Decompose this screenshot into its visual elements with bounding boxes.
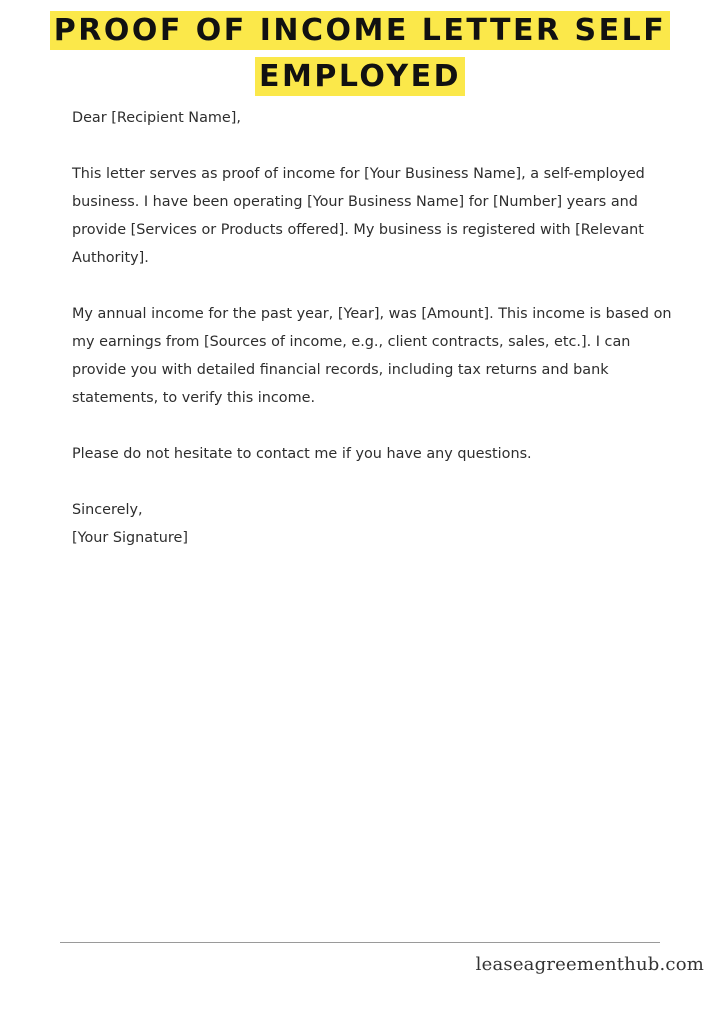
document-title (0, 10, 720, 102)
footer-brand: leaseagreementhub.com (475, 954, 704, 975)
paragraph-contact: Please do not hesitate to contact me if you have any questions. (72, 446, 532, 462)
footer-divider (60, 942, 660, 943)
paragraph-business: This letter serves as proof of income for [Your Business Name], a self-employed business. I have been operating [Your Business Name] for [Number] years and provide [Services or Products offered]. My business is registered with [Relevant Authority]. (72, 166, 645, 266)
title-line-1: PROOF OF INCOME LETTER SELF (50, 11, 671, 50)
signature-placeholder: [Your Signature] (72, 530, 188, 546)
paragraph-income: My annual income for the past year, [Year], was [Amount]. This income is based on my earnings from [Sources of income, e.g., client contracts, sales, etc.]. I can provide you with detailed financial records, including tax returns and bank statements, to verify this income. (72, 306, 672, 406)
letter-body (72, 104, 672, 552)
closing: Sincerely, (72, 502, 143, 518)
title-line-2: EMPLOYED (255, 57, 465, 96)
salutation: Dear [Recipient Name], (72, 110, 241, 126)
